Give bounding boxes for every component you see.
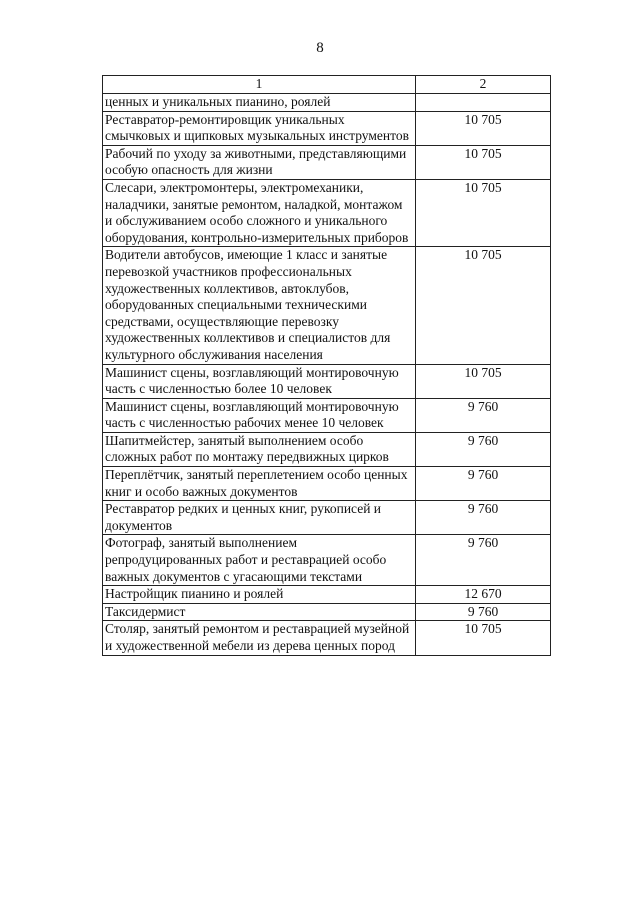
salary-table: [102, 75, 551, 656]
table-row: [103, 94, 551, 112]
table-row: [103, 586, 551, 604]
profession-cell: Таксидермист: [103, 603, 416, 621]
value-cell: [416, 94, 551, 112]
value-cell: 9 760: [416, 535, 551, 586]
profession-cell: Реставратор-ремонтировщик уникальных смычковых и щипковых музыкальных инструментов: [103, 111, 416, 145]
profession-cell: Слесари, электромонтеры, электромеханики, наладчики, занятые ремонтом, наладкой, монтажом и обслуживанием особо сложного и уникального оборудования, контрольно-измерительных приборов: [103, 179, 416, 246]
profession-cell: Переплётчик, занятый переплетением особо ценных книг и особо важных документов: [103, 467, 416, 501]
value-cell: 9 760: [416, 501, 551, 535]
table-row: [103, 247, 551, 364]
value-cell: 9 760: [416, 467, 551, 501]
table-row: [103, 145, 551, 179]
value-cell: 10 705: [416, 621, 551, 655]
profession-cell: Настройщик пианино и роялей: [103, 586, 416, 604]
value-cell: 9 760: [416, 432, 551, 466]
profession-cell: Столяр, занятый ремонтом и реставрацией музейной и художественной мебели из дерева ценных пород: [103, 621, 416, 655]
profession-cell: Машинист сцены, возглавляющий монтировочную часть с численностью рабочих менее 10 человек: [103, 398, 416, 432]
table-header-row: [103, 76, 551, 94]
profession-cell: Машинист сцены, возглавляющий монтировочную часть с численностью более 10 человек: [103, 364, 416, 398]
column-header-1: 1: [103, 76, 416, 94]
table-row: [103, 111, 551, 145]
value-cell: 9 760: [416, 603, 551, 621]
value-cell: 10 705: [416, 145, 551, 179]
profession-cell: ценных и уникальных пианино, роялей: [103, 94, 416, 112]
table-row: [103, 432, 551, 466]
table-row: [103, 535, 551, 586]
profession-cell: Водители автобусов, имеющие 1 класс и занятые перевозкой участников профессиональных художественных коллективов, автоклубов, оборудованных специальными техническими средствами, осуществляющие перевозку художественных коллективов и специалистов для культурного обслуживания населения: [103, 247, 416, 364]
table-row: [103, 603, 551, 621]
table-row: [103, 398, 551, 432]
value-cell: 12 670: [416, 586, 551, 604]
profession-cell: Реставратор редких и ценных книг, рукописей и документов: [103, 501, 416, 535]
value-cell: 10 705: [416, 111, 551, 145]
table-row: [103, 179, 551, 246]
value-cell: 10 705: [416, 247, 551, 364]
value-cell: 10 705: [416, 179, 551, 246]
profession-cell: Рабочий по уходу за животными, представляющими особую опасность для жизни: [103, 145, 416, 179]
table-row: [103, 501, 551, 535]
value-cell: 10 705: [416, 364, 551, 398]
table-row: [103, 621, 551, 655]
value-cell: 9 760: [416, 398, 551, 432]
page-number: 8: [316, 40, 324, 56]
table-row: [103, 467, 551, 501]
profession-cell: Шапитмейстер, занятый выполнением особо сложных работ по монтажу передвижных цирков: [103, 432, 416, 466]
profession-cell: Фотограф, занятый выполнением репродуцированных работ и реставрацией особо важных документов с угасающими текстами: [103, 535, 416, 586]
table-row: [103, 364, 551, 398]
column-header-2: 2: [416, 76, 551, 94]
